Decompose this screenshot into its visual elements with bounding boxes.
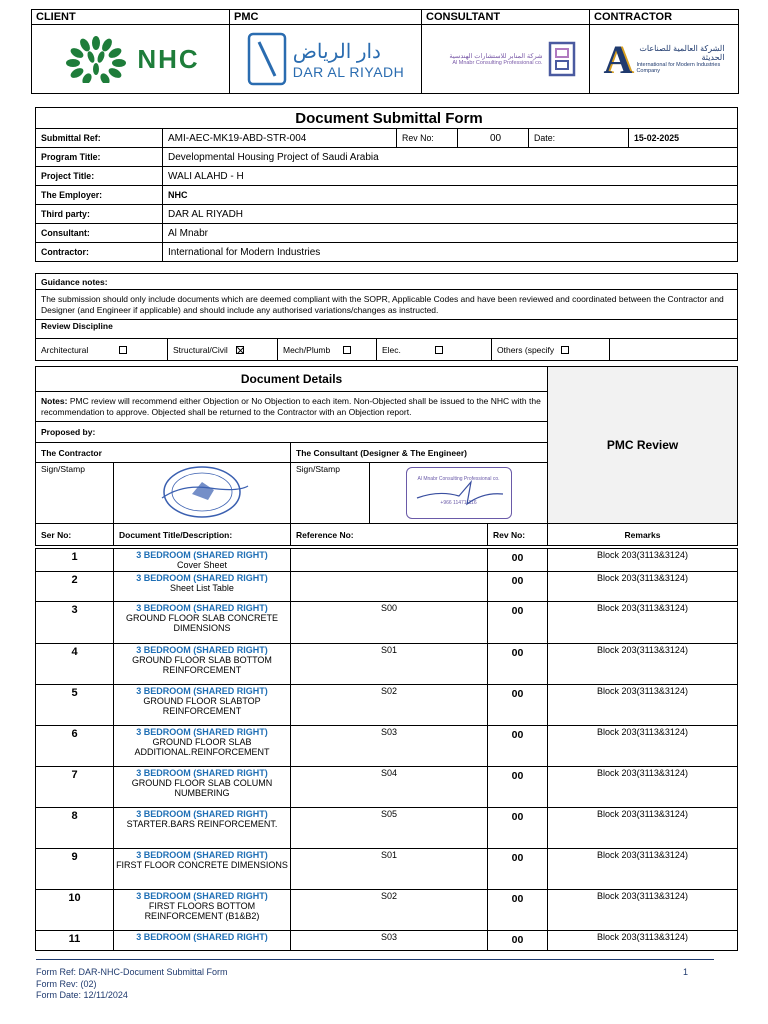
consultant-signature-icon bbox=[409, 474, 509, 514]
discipline-architectural-label: Architectural bbox=[41, 344, 89, 355]
imi-logo bbox=[590, 25, 739, 94]
checkbox-mech-plumb[interactable] bbox=[343, 346, 351, 354]
footer-form-rev: Form Rev: (02) bbox=[36, 978, 97, 989]
row-remarks: Block 203(3113&3124) bbox=[548, 767, 738, 808]
row-reference bbox=[291, 549, 488, 572]
guidance-text: The submission should only include documents which are deemed compliant with the SOPR, Applicable Codes and have been reviewed and coordinated between the Contractor and Designer (and Engineer if applicable) and should include any authorised variations/changes as instructed. bbox=[36, 290, 738, 320]
row-reference: S03 bbox=[291, 726, 488, 767]
table-row bbox=[36, 572, 738, 602]
row-title: 3 BEDROOM (SHARED RIGHT) bbox=[136, 686, 268, 696]
row-rev: 00 bbox=[488, 767, 548, 808]
submittal-ref-value: AMI-AEC-MK19-ABD-STR-004 bbox=[163, 129, 397, 148]
client-label: CLIENT bbox=[32, 10, 230, 25]
row-remarks: Block 203(3113&3124) bbox=[548, 890, 738, 931]
contractor-stamp bbox=[114, 463, 291, 524]
row-title-cell bbox=[114, 767, 291, 808]
row-ser-no: 9 bbox=[36, 849, 114, 890]
row-title: 3 BEDROOM (SHARED RIGHT) bbox=[136, 573, 268, 583]
row-desc: GROUND FLOOR SLABTOP REINFORCEMENT bbox=[143, 696, 261, 716]
consultant-stamp bbox=[370, 463, 548, 524]
documents-list-table bbox=[35, 523, 738, 951]
row-title-cell bbox=[114, 890, 291, 931]
project-title-label: Project Title: bbox=[36, 167, 163, 186]
nhc-logo bbox=[32, 25, 230, 94]
discipline-structural-label: Structural/Civil bbox=[173, 344, 228, 355]
consultant-logo-text: Al Mnabr Consulting Professional co. bbox=[452, 60, 543, 66]
row-ser-no: 10 bbox=[36, 890, 114, 931]
row-desc: GROUND FLOOR SLAB ADDITIONAL.REINFORCEMENT bbox=[134, 737, 270, 757]
row-title-cell bbox=[114, 849, 291, 890]
row-title: 3 BEDROOM (SHARED RIGHT) bbox=[136, 850, 268, 860]
footer-form-ref: Form Ref: DAR-NHC-Document Submittal Form bbox=[36, 967, 228, 977]
row-title-cell bbox=[114, 602, 291, 644]
discipline-structural[interactable] bbox=[168, 339, 278, 361]
discipline-elec[interactable] bbox=[377, 339, 492, 361]
consultant-field-value: Al Mnabr bbox=[163, 224, 738, 243]
program-title-label: Program Title: bbox=[36, 148, 163, 167]
row-title-cell bbox=[114, 644, 291, 685]
table-row bbox=[36, 767, 738, 808]
discipline-architectural[interactable] bbox=[36, 339, 168, 361]
pmc-logo-arabic: دار الرياض bbox=[292, 40, 381, 63]
row-ser-no: 11 bbox=[36, 931, 114, 951]
row-reference: S04 bbox=[291, 767, 488, 808]
discipline-elec-label: Elec. bbox=[382, 344, 401, 355]
discipline-mech[interactable] bbox=[278, 339, 377, 361]
footer-form-date: Form Date: 12/11/2024 bbox=[36, 990, 128, 1000]
document-details-table bbox=[35, 366, 738, 524]
row-ser-no: 2 bbox=[36, 572, 114, 602]
row-ser-no: 6 bbox=[36, 726, 114, 767]
nhc-logo-text: NHC bbox=[137, 43, 200, 74]
table-row bbox=[36, 849, 738, 890]
table-row bbox=[36, 602, 738, 644]
row-title-cell bbox=[114, 685, 291, 726]
row-reference: S05 bbox=[291, 808, 488, 849]
checkbox-architectural[interactable] bbox=[119, 346, 127, 354]
row-remarks: Block 203(3113&3124) bbox=[548, 602, 738, 644]
row-rev: 00 bbox=[488, 849, 548, 890]
guidance-table bbox=[35, 273, 738, 361]
document-details-title: Document Details bbox=[36, 367, 548, 392]
consultant-stamp-phone: +966 114711116 bbox=[440, 500, 477, 506]
row-title-cell bbox=[114, 572, 291, 602]
guidance-label: Guidance notes: bbox=[36, 274, 738, 290]
row-remarks: Block 203(3113&3124) bbox=[548, 685, 738, 726]
row-reference bbox=[291, 572, 488, 602]
row-title-cell bbox=[114, 549, 291, 572]
footer-divider bbox=[36, 959, 714, 960]
row-ser-no: 5 bbox=[36, 685, 114, 726]
row-rev: 00 bbox=[488, 644, 548, 685]
proposed-by-label: Proposed by: bbox=[36, 422, 548, 443]
row-title: 3 BEDROOM (SHARED RIGHT) bbox=[136, 550, 268, 560]
consultant-stamp-box bbox=[406, 467, 512, 519]
row-rev: 00 bbox=[488, 572, 548, 602]
row-title: 3 BEDROOM (SHARED RIGHT) bbox=[136, 891, 268, 901]
project-title-value: WALI ALAHD - H bbox=[163, 167, 738, 186]
consultant-sign-stamp-label: Sign/Stamp bbox=[291, 463, 370, 524]
discipline-others[interactable] bbox=[492, 339, 610, 361]
row-title: 3 BEDROOM (SHARED RIGHT) bbox=[136, 932, 268, 942]
date-value: 15-02-2025 bbox=[629, 129, 738, 148]
row-title: 3 BEDROOM (SHARED RIGHT) bbox=[136, 603, 268, 613]
table-row bbox=[36, 931, 738, 951]
header-logos-table bbox=[31, 9, 739, 94]
contractor-sign-stamp-label: Sign/Stamp bbox=[36, 463, 114, 524]
row-rev: 00 bbox=[488, 685, 548, 726]
row-ser-no: 7 bbox=[36, 767, 114, 808]
row-rev: 00 bbox=[488, 890, 548, 931]
rev-no-label: Rev No: bbox=[397, 129, 458, 148]
checkbox-others[interactable] bbox=[561, 346, 569, 354]
form-title: Document Submittal Form bbox=[36, 108, 738, 129]
row-desc: Sheet List Table bbox=[170, 583, 234, 593]
al-mnabr-mark-icon bbox=[547, 39, 577, 79]
pmc-label: PMC bbox=[230, 10, 422, 25]
consultant-stamp-text: Al Mnabr Consulting Professional co. bbox=[417, 476, 500, 482]
row-reference: S02 bbox=[291, 685, 488, 726]
al-mnabr-logo bbox=[422, 25, 590, 94]
row-reference: S00 bbox=[291, 602, 488, 644]
notes-label: Notes: bbox=[41, 396, 68, 406]
row-ser-no: 4 bbox=[36, 644, 114, 685]
row-desc: GROUND FLOOR SLAB CONCRETE DIMENSIONS bbox=[125, 613, 279, 633]
row-rev: 00 bbox=[488, 931, 548, 951]
col-document-title: Document Title/Description: bbox=[114, 524, 291, 546]
row-title-cell bbox=[114, 931, 291, 951]
table-row bbox=[36, 808, 738, 849]
row-title-cell bbox=[114, 808, 291, 849]
dar-al-riyadh-logo bbox=[230, 25, 422, 94]
pmc-logo-text: DAR AL RIYADH bbox=[292, 63, 405, 80]
checkbox-elec[interactable] bbox=[435, 346, 443, 354]
submittal-ref-label: Submittal Ref: bbox=[36, 129, 163, 148]
table-row bbox=[36, 726, 738, 767]
dar-al-riyadh-mark-icon bbox=[247, 32, 287, 86]
row-ser-no: 8 bbox=[36, 808, 114, 849]
row-title-cell bbox=[114, 726, 291, 767]
table-row bbox=[36, 549, 738, 572]
row-remarks: Block 203(3113&3124) bbox=[548, 726, 738, 767]
contractor-label: CONTRACTOR bbox=[590, 10, 739, 25]
row-remarks: Block 203(3113&3124) bbox=[548, 549, 738, 572]
row-title: 3 BEDROOM (SHARED RIGHT) bbox=[136, 809, 268, 819]
contractor-logo-arabic: الشركة العالمية للصناعات الحديثة bbox=[639, 44, 725, 62]
row-rev: 00 bbox=[488, 549, 548, 572]
contractor-logo-text: International for Modern Industries Company bbox=[636, 62, 721, 74]
row-reference: S01 bbox=[291, 849, 488, 890]
consultant-sign-label: The Consultant (Designer & The Engineer) bbox=[291, 443, 548, 463]
notes-cell bbox=[36, 392, 548, 422]
row-title: 3 BEDROOM (SHARED RIGHT) bbox=[136, 768, 268, 778]
row-reference: S03 bbox=[291, 931, 488, 951]
discipline-mech-label: Mech/Plumb bbox=[283, 344, 331, 355]
row-ser-no: 1 bbox=[36, 549, 114, 572]
row-remarks: Block 203(3113&3124) bbox=[548, 931, 738, 951]
checkbox-structural-civil[interactable] bbox=[236, 346, 244, 354]
submittal-info-table bbox=[35, 107, 738, 262]
consultant-field-label: Consultant: bbox=[36, 224, 163, 243]
nhc-leaf-icon bbox=[61, 35, 131, 83]
others-specify-field[interactable] bbox=[610, 339, 738, 361]
col-rev-no: Rev No: bbox=[488, 524, 548, 546]
review-discipline-label: Review Discipline bbox=[36, 320, 738, 339]
row-title: 3 BEDROOM (SHARED RIGHT) bbox=[136, 645, 268, 655]
row-desc: STARTER.BARS REINFORCEMENT. bbox=[126, 819, 278, 829]
row-remarks: Block 203(3113&3124) bbox=[548, 808, 738, 849]
row-desc: FIRST FLOOR CONCRETE DIMENSIONS bbox=[116, 860, 288, 870]
row-remarks: Block 203(3113&3124) bbox=[548, 849, 738, 890]
consultant-logo-arabic: شركة المنابر للاستشارات الهندسية bbox=[449, 53, 543, 60]
program-title-value: Developmental Housing Project of Saudi Arabia bbox=[163, 148, 738, 167]
consultant-label: CONSULTANT bbox=[422, 10, 590, 25]
contractor-logo-letter: A bbox=[603, 36, 633, 82]
row-rev: 00 bbox=[488, 808, 548, 849]
col-reference-no: Reference No: bbox=[291, 524, 488, 546]
notes-text: PMC review will recommend either Objection or No Objection to each item. Non-Objected shall be issued to the NHC with the recommendation to approve. Objected shall be returned to the Contractor with an Objection report. bbox=[41, 396, 541, 417]
employer-label: The Employer: bbox=[36, 186, 163, 205]
table-row bbox=[36, 685, 738, 726]
contractor-field-label: Contractor: bbox=[36, 243, 163, 262]
contractor-stamp-seal-icon bbox=[152, 464, 252, 520]
footer bbox=[36, 967, 736, 1002]
pmc-review-label: PMC Review bbox=[548, 367, 738, 524]
row-desc: GROUND FLOOR SLAB COLUMN NUMBERING bbox=[131, 778, 273, 798]
footer-page-number: 1 bbox=[682, 967, 688, 977]
row-reference: S01 bbox=[291, 644, 488, 685]
row-ser-no: 3 bbox=[36, 602, 114, 644]
rev-no-value: 00 bbox=[458, 129, 529, 148]
date-label: Date: bbox=[529, 129, 629, 148]
table-row bbox=[36, 890, 738, 931]
table-row bbox=[36, 644, 738, 685]
row-reference: S02 bbox=[291, 890, 488, 931]
third-party-label: Third party: bbox=[36, 205, 163, 224]
row-remarks: Block 203(3113&3124) bbox=[548, 572, 738, 602]
contractor-field-value: International for Modern Industries bbox=[163, 243, 738, 262]
row-rev: 00 bbox=[488, 726, 548, 767]
col-ser-no: Ser No: bbox=[36, 524, 114, 546]
col-remarks: Remarks bbox=[548, 524, 738, 546]
employer-value: NHC bbox=[163, 186, 738, 205]
discipline-others-label: Others (specify bbox=[497, 344, 555, 355]
row-title: 3 BEDROOM (SHARED RIGHT) bbox=[136, 727, 268, 737]
row-desc: FIRST FLOORS BOTTOM REINFORCEMENT (B1&B2) bbox=[144, 901, 260, 921]
row-remarks: Block 203(3113&3124) bbox=[548, 644, 738, 685]
row-rev: 00 bbox=[488, 602, 548, 644]
row-desc: GROUND FLOOR SLAB BOTTOM REINFORCEMENT bbox=[132, 655, 272, 675]
contractor-sign-label: The Contractor bbox=[36, 443, 291, 463]
third-party-value: DAR AL RIYADH bbox=[163, 205, 738, 224]
row-desc: Cover Sheet bbox=[176, 560, 228, 570]
